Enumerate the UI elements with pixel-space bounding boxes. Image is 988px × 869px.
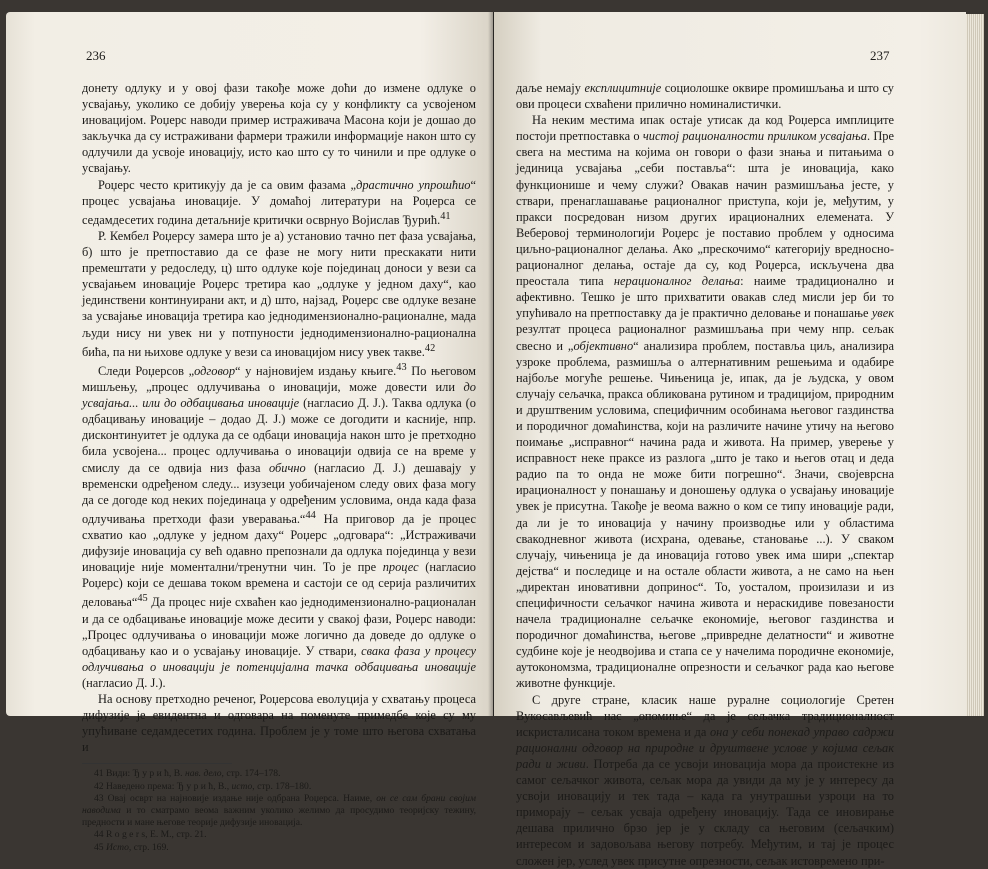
emphasis: исто xyxy=(231,780,253,792)
emphasis: увек xyxy=(871,306,894,321)
footnote-ref: 45 xyxy=(137,593,148,605)
text-run: 42 Наведено према: Ђ у р и ћ, В., xyxy=(94,780,232,792)
page-number: 237 xyxy=(870,48,890,63)
emphasis: обично xyxy=(268,460,306,475)
paragraph xyxy=(82,177,476,228)
text-run: По његовом мишљењу, „процес одлучивања о иновацији, може довести или xyxy=(82,363,476,395)
text-run: С друге стране, класик наше руралне социологије Сретен Вукосављевић нас „опомиње“ да је сељачка традиционалност искристалисана током времена и да xyxy=(516,692,894,739)
text-run: 43 Овај осврт на најновије издање није одбрана Роџерса. Наиме, xyxy=(94,792,377,804)
text-run: На основу претходно реченог, Роџерсова еволуција у схватању процеса дифузије је евидентна и одговара на поменуте примедбе које су му упућиване седамдесетих година. Проблем је у томе што његова схватања и xyxy=(82,692,476,755)
paragraph xyxy=(82,228,476,360)
text-run: “ анализира проблем, поставља циљ, анализира узроке проблема, размишља о алтернативним решењима и одабире најбоље могуће решење. Чињеница је, ипак, да је људска, у овом случају сељачка, пракса обликована рутином и традицијом, природним и друштвеним условима, специфичним особинама његовог газдинства и породичног домаћинства, који на различите начине утичу на његово поимање „исправног“ начина рада и живота. На пример, уверење у исправност неке праксе из разлога „што је тако и његов отац и деда радио па то онда не може бити погрешно“. Значи, својеврсна ирационалност у понашању и доношењу одлука о усвајању иновације увек је присутна. Такође је веома важно о ком се типу иновације ради, да ли је то иновација у начину производње или у областима свакодневног живота (исхрана, одевање, становање ...). У сваком случају, чињеница је да иновација готово увек има шири „спектар дејства“ и последице и на остале области живота, а не само на њен „директан иновативни допринос“. То, уосталом, произилази и из специфичности сељачког начина живота и нераскидиве повезаности начела традиционалне сељачке економије, његовог газдинства и породичног домаћинства, његове „привредне делатности“ и животне судбине које је неодвојива и стапа се у начелима породичне економије, аутокономзма, традиционалне опрезности и сељачког рада као његове животне функције. xyxy=(516,338,894,691)
text-run: 44 R o g e r s, E. M., стр. 21. xyxy=(94,829,207,841)
text-run: донету одлуку и у овој фази такође може доћи до измене одлуке о усвајању, уколико се добију уверења која су у конфликту са усвојеном иновацијом. Роџерс наводи пример истраживача Масона који је дошао до закључка да су истраживани фармери тражили информације након што су одлучили да усвоје иновацију, исто као што су то чинили и пре одлуке о усвајању. xyxy=(82,81,476,176)
text-run: : наиме традиционално и афективно. Тешко је што прихватити овакав след мисли јер би то упућивало на претпоставку да је практично деловање и понашање xyxy=(516,274,894,321)
text-run: (нагласио Роџерс) који се дешава током времена и састоји се од серија различитих деловања“ xyxy=(82,560,476,610)
text-run: . Пре свега на местима на којима он говори о фази знања и питањима о јединица усвајања „себи поставља“: шта је иновација, како функционише и чему служи? Овакав начин размишљања јесте, у ствари, пренаглашавање рационалног приступа, који је, међутим, у пракси посредован низом других ирационалних елемената. У Веберовој терминологији Роџерс је поставио проблем у односима циљно-рационалног делања. Ако „прескочимо“ категорију вредносно-рационалног делања, остаје да су, код Роџерса, искључена два преостала типа xyxy=(516,129,894,289)
text-run: , стр. 174–178. xyxy=(221,768,281,780)
paragraph xyxy=(82,80,476,177)
footnote-ref: 41 xyxy=(440,210,451,222)
text-run: . Потреба да се усвоји иновација мора да проистекне из самог сељачког живота, сељак мора да увиди да му је у интересу да усвоји иновацију и тек тада – када га унутрашњи узроци на то приморају – сељак усваја одређену иновацију. Тада се иновирање дешава прилично брзо јер је у складу са његовим (сељачким) интересом и задовољава његову потребу. Међутим, и тај је процес сложен јер, услед увек присутне опрезности, сељак истовремено при- xyxy=(516,756,894,868)
emphasis: Исто xyxy=(106,841,129,853)
text-run: 41 Види: Ђ у р и ћ, В. xyxy=(94,768,185,780)
emphasis: до усвајања... или до одбацивања иновације xyxy=(82,380,476,411)
emphasis: чистој рационалности приликом усвајања xyxy=(642,129,867,144)
text-run: На приговор да је процес схватио као „одлуке у једном даху“ Роџерс „одговара“: „Истраживачи дифузије иновација су већ одавно препознали да одлука појединца у вези иновације није моментални/тренутни чин. То је пре xyxy=(82,511,476,575)
paragraph xyxy=(516,692,894,869)
text-run: “ процес усвајања иновације. У домаћој литератури на Роџерса се седамдесетих година детаљније критички осврнуо Војислав Ђурић. xyxy=(82,177,476,227)
text-run: даље немају xyxy=(516,81,585,95)
footnote xyxy=(82,781,476,793)
text-run: (нагласио Д. Ј.). Таква одлука (о одбацивању иновације – додао Д. Ј.) може се догодити и касније, нпр. дисконтинуитет је одлука да се одбаци иновација након што је претходно била усвојена... процес одлучивања о иновацији одвија се на време у смислу да се одвија низ фаза xyxy=(82,396,476,475)
emphasis: нав. дело xyxy=(184,768,222,780)
main-text xyxy=(516,80,894,869)
page-body xyxy=(82,80,476,854)
text-run: , стр. 169. xyxy=(128,841,169,853)
text-run: и то сматрамо веома важним уколико желимо да просудимо теоријску тежину, предности и мане његове теорије дифузије иновација. xyxy=(82,805,476,829)
emphasis: он се сам брани својим наводима xyxy=(82,792,476,817)
footnote-ref: 43 xyxy=(396,361,407,373)
main-text xyxy=(82,80,476,755)
text-run: , стр. 178–180. xyxy=(252,780,312,792)
paragraph xyxy=(516,80,894,112)
text-run: (нагласио Д. Ј.). xyxy=(82,676,166,690)
paragraph xyxy=(516,112,894,691)
page-number: 236 xyxy=(86,48,106,63)
left-page xyxy=(6,12,493,853)
text-run: 45 xyxy=(94,841,106,853)
emphasis: нерационалног делања xyxy=(613,274,741,289)
footnote-rule xyxy=(82,763,232,764)
footnote xyxy=(82,768,476,780)
text-run: Роџерс често критикују да је са овим фазама „ xyxy=(98,177,357,192)
footnote-ref: 44 xyxy=(305,509,316,521)
emphasis: свака фаза у процесу одлучивања о иновацији је потенцијална тачка одбацивања иновације xyxy=(82,643,476,674)
text-run: социолошке оквире промишљања и што су ови процеси схваћени прилично номиналистички. xyxy=(516,81,894,112)
footnote xyxy=(82,842,476,854)
emphasis: објективно xyxy=(573,338,634,353)
text-run: На неким местима ипак остаје утисак да код Роџерса имплиците постоји претпоставка о xyxy=(516,113,894,144)
text-run: Р. Кембел Роџерсу замера што је а) установио тачно пет фаза усвајања, б) што је претпоставио да се фазе не могу нити прескакати нити премештати у редоследу, ц) што одлуке које појединац доноси у вези са усвајањем иновације Роџерс третира као „одлуке у једном даху“, као јединствени континуирани акт, и д) што, најзад, Роџерс све одлуке везане за усвајање иновација третира као једнодимензионално-рационалне, мада људи нису ни увек ни у потпуности једнодимензионално-рационална бића, па ни њихове одлуке у вези са иновацијом нису увек такве. xyxy=(82,228,476,359)
text-run: Да процес није схваћен као једнодимензионално-рационалан и да се одбацивање иновације може десити у свакој фази, Роџерс наводи: „Процес одлучивања о иновацији може логично да доведе до одлуке о одбацивању као и о усвајању иновације. У ствари, xyxy=(82,595,476,658)
footnotes xyxy=(82,768,476,853)
text-run: Следи Роџерсов „ xyxy=(98,363,195,378)
footnote-ref: 42 xyxy=(424,342,436,354)
text-run: (нагласио Д. Ј.) дешавају у временски одређеном следу... изузеци уобичајеном следу ових фаза могу да се догоде код неких појединаца у одређеним условима, онда када фаза одлучивања претходи фази уверавања.“ xyxy=(82,460,476,526)
page-body xyxy=(516,80,894,869)
text-run: резултат процеса рационалног размишљања при чему нпр. сељак свесно и „ xyxy=(516,322,894,353)
page-edges xyxy=(966,14,984,716)
text-run: “ у најновијем издању књиге. xyxy=(235,363,397,378)
paragraph xyxy=(82,360,476,691)
right-page xyxy=(494,12,966,868)
emphasis: одговор xyxy=(194,363,236,378)
footnote xyxy=(82,829,476,841)
emphasis: експлицитније xyxy=(584,81,662,95)
emphasis: процес xyxy=(382,560,419,575)
emphasis: драстично упрошћио xyxy=(356,177,471,192)
footnote xyxy=(82,793,476,830)
emphasis: она у себи понекад управо садржи рационални одговор на природне и друштвене услове у којима сељак ради и живи xyxy=(516,724,894,771)
paragraph xyxy=(82,691,476,755)
